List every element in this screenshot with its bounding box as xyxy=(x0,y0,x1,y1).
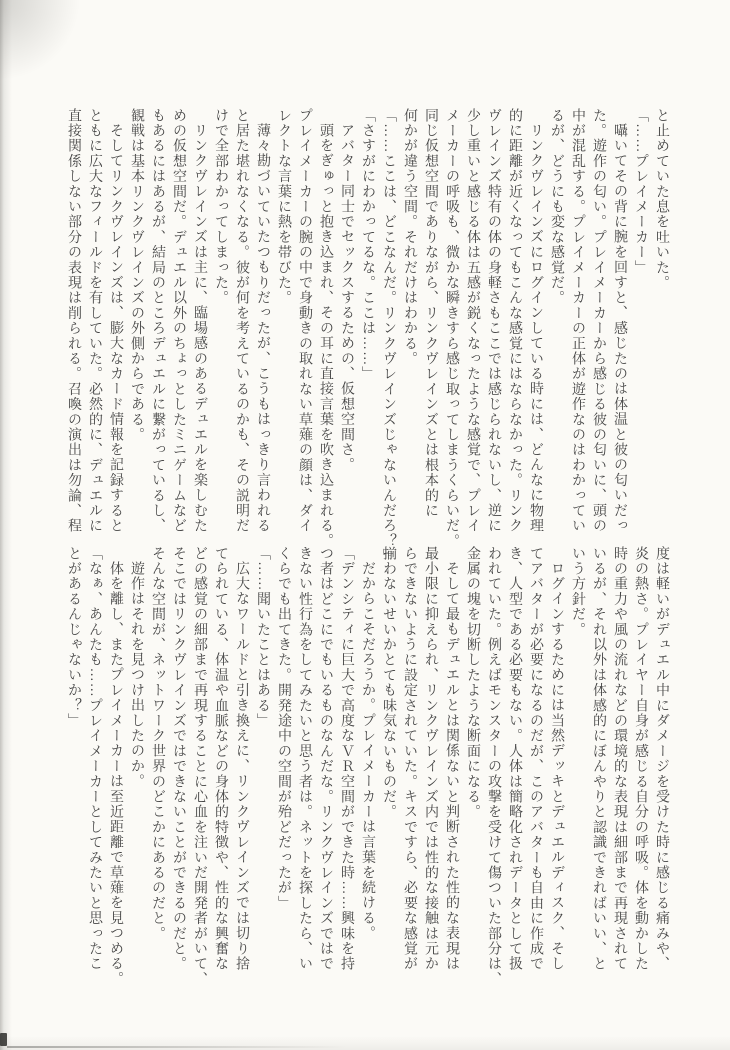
text-column: もあるにはあるが、結局のところデュエルに繋がっているし、 xyxy=(150,108,165,534)
text-column: 観戦は基本リンクヴレインズの外側からである。 xyxy=(129,108,144,443)
text-column: 少し重いと感じる体は五感が鋭くなったような感覚で、プレイ xyxy=(465,108,480,534)
text-column: 「さすがにわかってるな。ここは……」 xyxy=(360,108,375,382)
text-column: 体を離し、またプレイメーカーは至近距離で草薙を見つめる。 xyxy=(108,561,123,987)
text-column: てられている、体温や血脈などの身体的特徴や、性的な興奮な xyxy=(213,546,228,972)
text-column: ヴレインズ特有の体の身軽さもここでは感じられないし、逆に xyxy=(486,108,501,534)
text-column: いるが、それ以外は体感的にぼんやりと認識できればいい、と xyxy=(591,546,606,972)
text-column: いう方針だ。 xyxy=(570,546,585,638)
text-column: 薄々勘づいていたつもりだったが、こうもはっきり言われる xyxy=(255,123,270,534)
text-column: レクトな言葉に熱を帯びた。 xyxy=(276,108,291,306)
text-column: 囁いてその背に腕を回すと、感じたのは体温と彼の匂いだっ xyxy=(612,123,627,534)
scan-corner-smudge xyxy=(0,1033,7,1046)
text-column: 「……ここは、どこなんだ。リンクヴレインズじゃないんだろ？」 xyxy=(381,108,396,564)
text-column: ともに広大なフィールドを有していた。必然的に、デュエルに xyxy=(87,108,102,534)
text-column: るが、どうにも変な感覚だ。 xyxy=(549,108,564,306)
text-column: 最小限に抑えられ、リンクヴレインズ内では性的な接触は元か xyxy=(423,546,438,972)
text-column: 何かが違う空間。それだけはわかる。 xyxy=(402,108,417,367)
text-column: アバター同士でセックスするための、仮想空間さ。 xyxy=(339,123,354,473)
text-column: 揃わないせいかとても味気ないものだ。 xyxy=(381,546,396,820)
text-column: めの仮想空間だ。デュエル以外のちょっとしたミニゲームなど xyxy=(171,108,186,534)
text-column: プレイメーカーの腕の中で身動きの取れない草薙の顔は、ダイ xyxy=(297,108,312,534)
text-column: 「……プレイメーカー」 xyxy=(633,108,648,276)
text-column: だからこそだろうか。プレイメーカーは言葉を続ける。 xyxy=(360,561,375,941)
text-column: た。遊作の匂い。プレイメーカーから感じる彼の匂いに、頭の xyxy=(591,108,606,534)
text-column: そこではリンクヴレインズではできないことができるのだと。 xyxy=(171,546,186,972)
text-column: 頭をぎゅっと抱き込まれ、その耳に直接言葉を吹き込まれる。 xyxy=(318,123,333,549)
text-column: 直接関係しない部分の表現は削られる。召喚の演出は勿論、程 xyxy=(66,108,81,534)
text-column: メーカーの呼吸も、微かな瞬きすら感じ取ってしまうくらいだ。 xyxy=(444,108,459,549)
text-column: 的に距離が近くなってもこんな感覚にはならなかった。リンク xyxy=(507,108,522,534)
text-column: けで全部わかってしまった。 xyxy=(213,108,228,306)
text-column: ログインするためには当然デッキとデュエルディスク、そし xyxy=(549,561,564,972)
text-column: 遊作はそれを見つけ出したのか。 xyxy=(129,561,144,789)
text-column: き、人型である必要もない。人体は簡略化されデータとして扱 xyxy=(507,546,522,972)
scan-bottom-edge-line xyxy=(7,1046,347,1048)
text-block-top xyxy=(63,108,672,564)
text-column: 金属の塊を切断したような断面になる。 xyxy=(465,546,480,820)
scan-edge-shadow xyxy=(0,0,12,1050)
text-column: とがあるんじゃないか？」 xyxy=(66,546,81,729)
text-column: と居た堪れなくなる。彼が何を考えているのかも、その説明だ xyxy=(234,108,249,534)
text-column: 同じ仮想空間でありながら、リンクヴレインズとは根本的に xyxy=(423,108,438,519)
text-column: リンクヴレインズは主に、臨場感のあるデュエルを楽しむた xyxy=(192,123,207,534)
text-column: 広大なワールドと引き換えに、リンクヴレインズでは切り捨 xyxy=(234,561,249,972)
text-column: つ者はどこにでもいるものなんだな。リンクヴレインズではで xyxy=(318,546,333,972)
text-column: てアバターが必要になるのだが、このアバターも自由に作成で xyxy=(528,546,543,972)
text-block-bottom xyxy=(63,546,672,988)
text-column: 炎の熱さ。プレイヤー自身が感じる自分の呼吸。体を動かした xyxy=(633,546,648,972)
text-column: 「……聞いたことはある」 xyxy=(255,546,270,729)
text-column: と止めていた息を吐いた。 xyxy=(654,108,669,291)
text-column: 「なぁ、あんたも……プレイメーカーとしてみたいと思ったこ xyxy=(87,546,102,972)
text-column: 度は軽いがデュエル中にダメージを受けた時に感じる痛みや、 xyxy=(654,546,669,972)
text-column: 時の重力や風の流れなどの環境的な表現は細部まで再現されて xyxy=(612,546,627,972)
text-column: そんな空間が、ネットワーク世界のどこかにあるのだと。 xyxy=(150,546,165,942)
text-column: われていた。例えばモンスターの攻撃を受けて傷ついた部分は、 xyxy=(486,546,501,987)
text-column: そしてリンクヴレインズは、膨大なカード情報を記録すると xyxy=(108,123,123,534)
text-column: きない性行為をしてみたいと思う者は。ネットを探したら、い xyxy=(297,546,312,972)
text-column: らできないように設定されていた。キスですら、必要な感覚が xyxy=(402,546,417,972)
text-column: そして最もデュエルとは関係ないと判断された性的な表現は xyxy=(444,561,459,972)
text-column: 「デンシティに巨大で高度なＶＲ空間ができた時……興味を持 xyxy=(339,546,354,972)
text-column: 中が混乱する。プレイメーカーの正体が遊作なのはわかってい xyxy=(570,108,585,534)
text-column: リンクヴレインズにログインしている時には、どんなに物理 xyxy=(528,123,543,534)
text-column: くらでも出てきた。開発途中の空間が殆どだったが」 xyxy=(276,546,291,911)
text-column: どの感覚の細部まで再現することに心血を注いだ開発者がいて、 xyxy=(192,546,207,987)
